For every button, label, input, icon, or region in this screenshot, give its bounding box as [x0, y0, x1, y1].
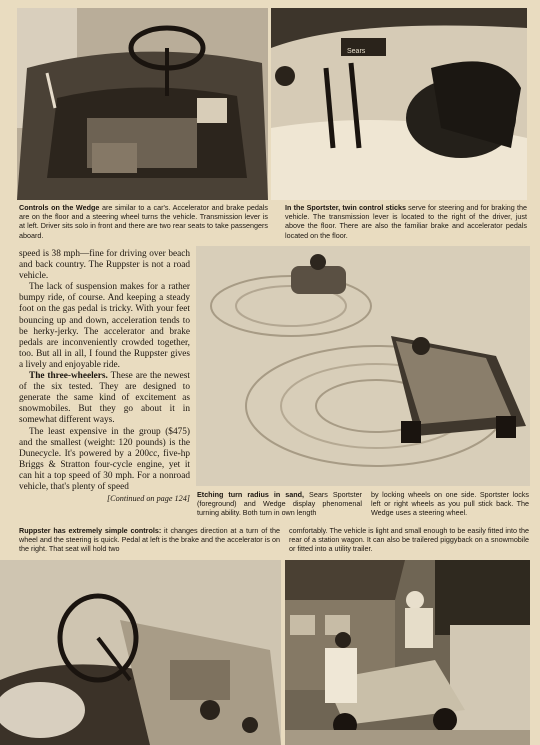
- caption-text: Sears Sportster (foreground) and Wedge display phenomenal turning ability. Both turn in own length: [197, 490, 362, 518]
- photo-sand-turn: [196, 246, 530, 486]
- photo-loading-vehicle: [285, 560, 530, 745]
- caption-ruppster-col2: [289, 526, 529, 554]
- caption-text: serve for steering and for braking the vehicle. The transmission lever is located to the right of the driver, just above the floor. There are also the familiar brake and accelerator pedals located on the floor.: [285, 203, 527, 240]
- caption-sportster-controls: [285, 203, 527, 240]
- caption-lead: Controls on the Wedge: [19, 203, 100, 212]
- photo-ruppster-steering: [0, 560, 281, 745]
- article-paragraph: The lack of suspension makes for a rather bumpy ride, of course. And keeping a steady foot on the gas pedal is tricky. With your feet bouncing up and down, acceleration tends to be herky-jerky. The accelerator and brake pedals are inconveniently crowded together, too. But all in all, I found the Ruppster gives a lively and enjoyable ride.: [19, 282, 190, 370]
- section-heading: The three-wheelers.: [29, 371, 108, 382]
- caption-etching-col1: [197, 490, 362, 518]
- caption-text: by locking wheels on one side. Sportster locks left or right wheels as you pull stick back. The Wedge uses a steering wheel.: [371, 490, 529, 518]
- photo-wedge-cockpit: [17, 8, 268, 200]
- sportster-badge: Sears: [347, 48, 366, 55]
- article-paragraph: speed is 38 mph—fine for driving over beach and back country. The Ruppster is not a road vehicle.: [19, 249, 190, 282]
- article-paragraph: The least expensive in the group ($475) and the smallest (weight: 120 pounds) is the Dunecycle. It's powered by a 200cc, five-hp Briggs & Stratton four-cycle engine, yet it can hit a top speed of 30 mph. For a nonroad vehicle, that's plenty of speed: [19, 426, 190, 492]
- caption-ruppster-col1: [19, 526, 280, 554]
- article-column: [19, 249, 190, 504]
- caption-text: it changes direction at a turn of the wheel and the steering is quick. Pedal at left is the brake and the accelerator is on the right. That seat will hold two: [19, 526, 280, 554]
- caption-wedge-controls: [19, 203, 268, 240]
- caption-text: are similar to a car's. Accelerator and brake pedals are on the floor and a steering wheel turns the vehicle. Transmission lever is at left. Driver sits solo in front and there are two rear seats to take passengers aboard.: [19, 203, 268, 240]
- caption-text: comfortably. The vehicle is light and small enough to be easily fitted into the rear of a station wagon. It can also be trailered piggyback on a snowmobile or fitted into a utility trailer.: [289, 526, 529, 554]
- continued-note: [Continued on page 124]: [106, 494, 190, 504]
- photo-sportster-sticks: [271, 8, 527, 200]
- article-paragraph: [19, 371, 190, 426]
- caption-lead: Ruppster has extremely simple controls:: [19, 526, 162, 535]
- caption-etching-col2: [371, 490, 529, 518]
- caption-lead: Etching turn radius in sand,: [197, 490, 305, 499]
- caption-lead: In the Sportster, twin control sticks: [285, 203, 406, 212]
- article-text: These are the newest of the six tested. They are designed to generate the same kind of excitement as snowmobiles. But they go about it in somewhat different ways.: [19, 371, 191, 426]
